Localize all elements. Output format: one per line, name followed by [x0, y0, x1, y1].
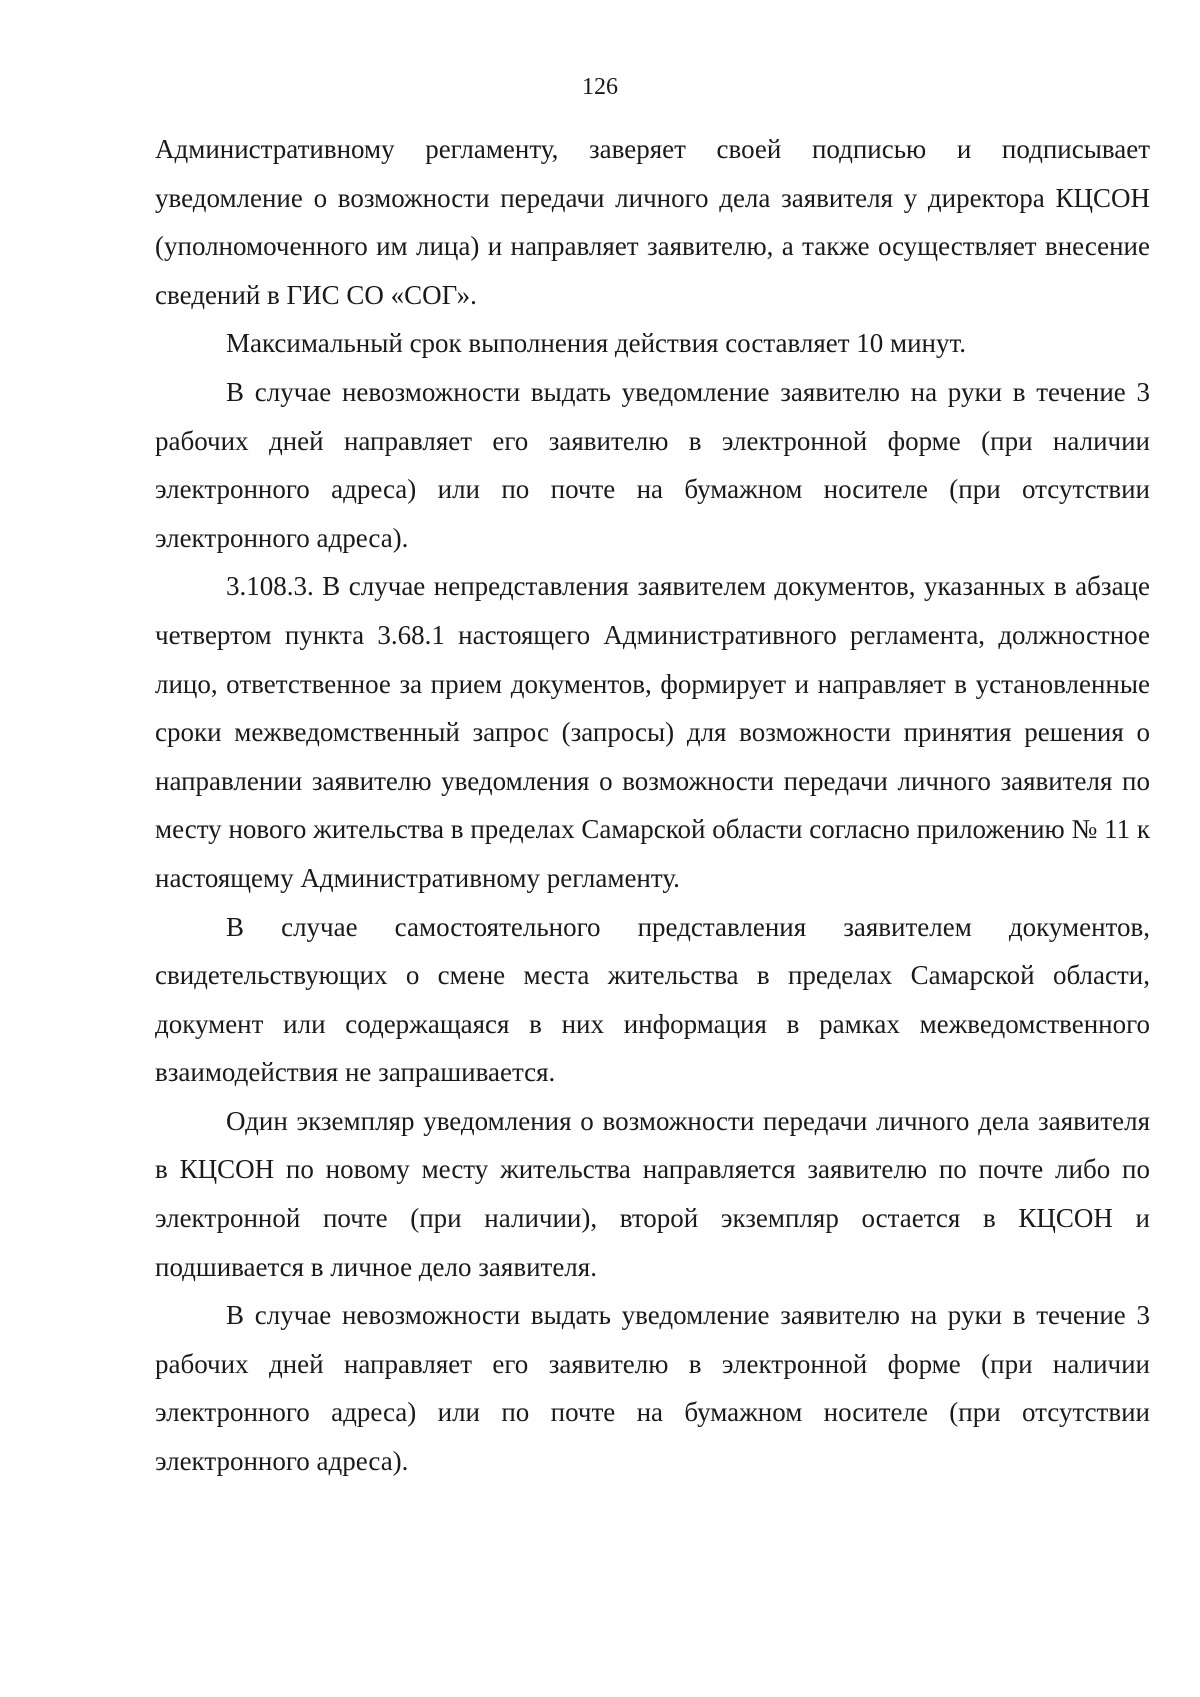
paragraph-self-submission: В случае самостоятельного представления заявителем документов, свидетельствующих о смене места жительства в пределах Самарской области, документ или содержащаяся в них информация в рамках межведомственного взаимодействия не запрашивается. [155, 911, 1150, 1088]
paragraph-delivery-fallback-repeat: В случае невозможности выдать уведомление заявителю на руки в течение 3 рабочих дней направляет его заявителю в электронной форме (при наличии электронного адреса) или по почте на бумажном носителе (при отсутствии электронного адреса). [155, 1300, 1150, 1477]
paragraph-delivery-fallback: В случае невозможности выдать уведомление заявителю на руки в течение 3 рабочих дней направляет его заявителю в электронной форме (при наличии электронного адреса) или по почте на бумажном носителе (при отсутствии электронного адреса). [155, 376, 1150, 553]
paragraph-continuation: Административному регламенту, заверяет своей подписью и подписывает уведомление о возможности передачи личного дела заявителя у директора КЦСОН (уполномоченного им лица) и направляет заявителю, а также осуществляет внесение сведений в ГИС СО «СОГ». [155, 134, 1150, 310]
paragraph-copy-distribution: Один экземпляр уведомления о возможности передачи личного дела заявителя в КЦСОН по новому месту жительства направляется заявителю по почте либо по электронной почте (при наличии), второй экземпляр остается в КЦСОН и подшивается в личное дело заявителя. [155, 1105, 1150, 1282]
paragraph-max-duration: Максимальный срок выполнения действия составляет 10 минут. [226, 328, 967, 359]
body-text [155, 125, 1150, 1486]
paragraph-section-3-108-3: 3.108.3. В случае непредставления заявителем документов, указанных в абзаце четвертом пункта 3.68.1 настоящего Административного регламента, должностное лицо, ответственное за прием документов, формирует и направляет в установленные сроки межведомственный запрос (запросы) для возможности принятия решения о направлении заявителю уведомления о возможности передачи личного заявителя по месту нового жительства в пределах Самарской области согласно приложению № 11 к настоящему Административному регламенту. [155, 571, 1150, 893]
page-number: 126 [582, 74, 618, 100]
